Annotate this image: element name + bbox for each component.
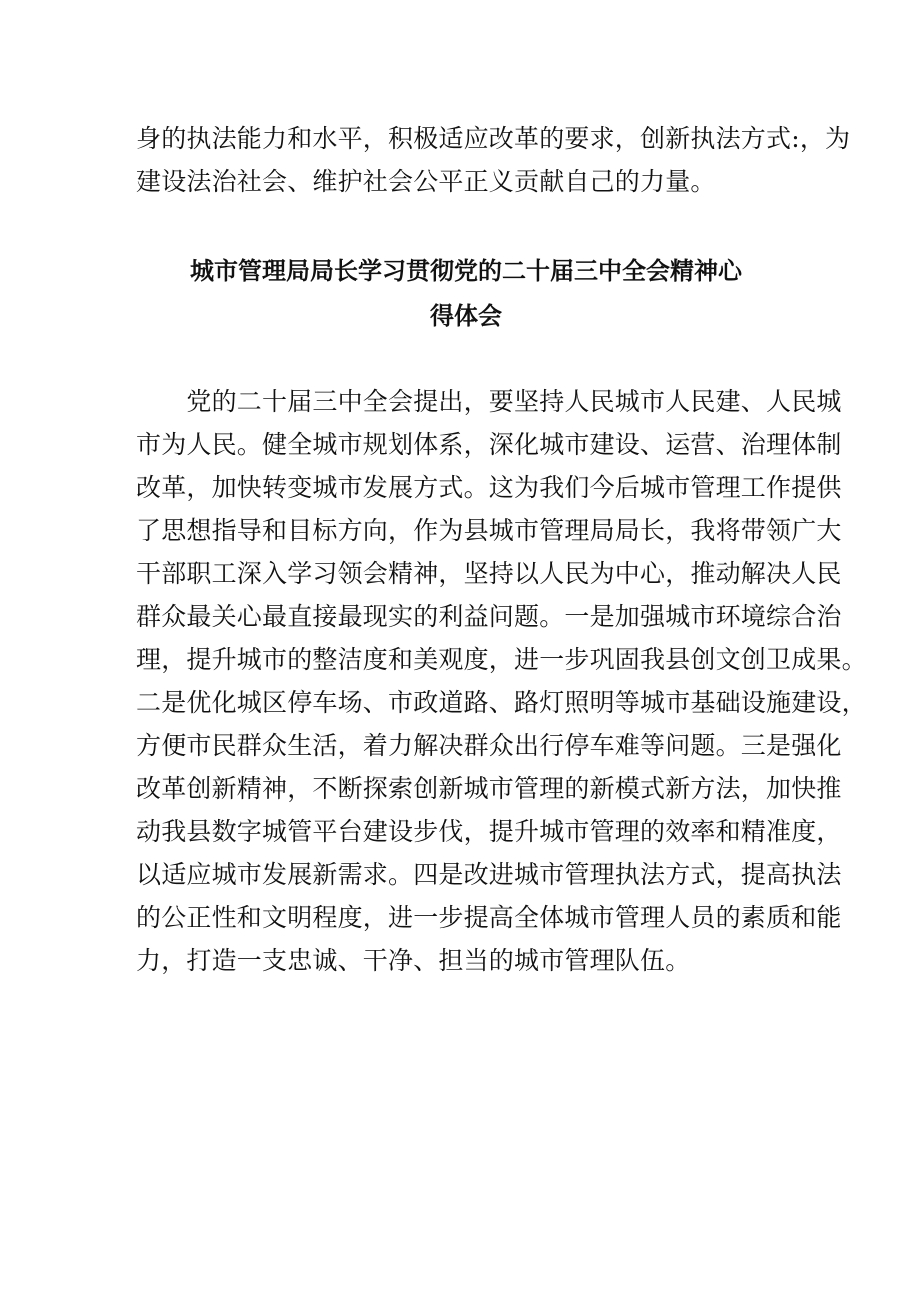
text-line: 动我县数字城管平台建设步伐，提升城市管理的效率和精准度，: [136, 817, 842, 846]
text-line: 以适应城市发展新需求。四是改进城市管理执法方式，提高执法: [136, 860, 842, 889]
continuation-paragraph: [136, 117, 851, 203]
text-line: 二是优化城区停车场、市政道路、路灯照明等城市基础设施建设，: [136, 688, 867, 717]
text-line: 党的二十届三中全会提出，要坚持人民城市人民建、人民城: [136, 387, 842, 416]
text-line: 建设法治社会、维护社会公平正义贡献自己的力量。: [136, 167, 716, 196]
text-line: 干部职工深入学习领会精神，坚持以人民为中心，推动解决人民: [136, 559, 842, 588]
text-line: 身的执法能力和水平，积极适应改革的要求，创新执法方式:，为: [136, 124, 851, 153]
text-line: 力，打造一支忠诚、干净、担当的城市管理队伍。: [136, 946, 691, 975]
title-line: 城市管理局局长学习贯彻党的二十届三中全会精神心: [190, 257, 742, 285]
title-line: 得体会: [430, 302, 502, 330]
text-line: 市为人民。健全城市规划体系，深化城市建设、运营、治理体制: [136, 430, 842, 459]
text-line: 改革，加快转变城市发展方式。这为我们今后城市管理工作提供: [136, 473, 842, 502]
text-line: 改革创新精神，不断探索创新城市管理的新模式新方法，加快推: [136, 774, 842, 803]
text-line: 理，提升城市的整洁度和美观度，进一步巩固我县创文创卫成果。: [136, 645, 867, 674]
text-line: 的公正性和文明程度，进一步提高全体城市管理人员的素质和能: [136, 903, 842, 932]
text-line: 了思想指导和目标方向，作为县城市管理局局长，我将带领广大: [136, 516, 842, 545]
body-paragraph: [136, 380, 867, 982]
text-line: 群众最关心最直接最现实的利益问题。一是加强城市环境综合治: [136, 602, 842, 631]
text-line: 方便市民群众生活，着力解决群众出行停车难等问题。三是强化: [136, 731, 842, 760]
article-title: [136, 249, 796, 339]
